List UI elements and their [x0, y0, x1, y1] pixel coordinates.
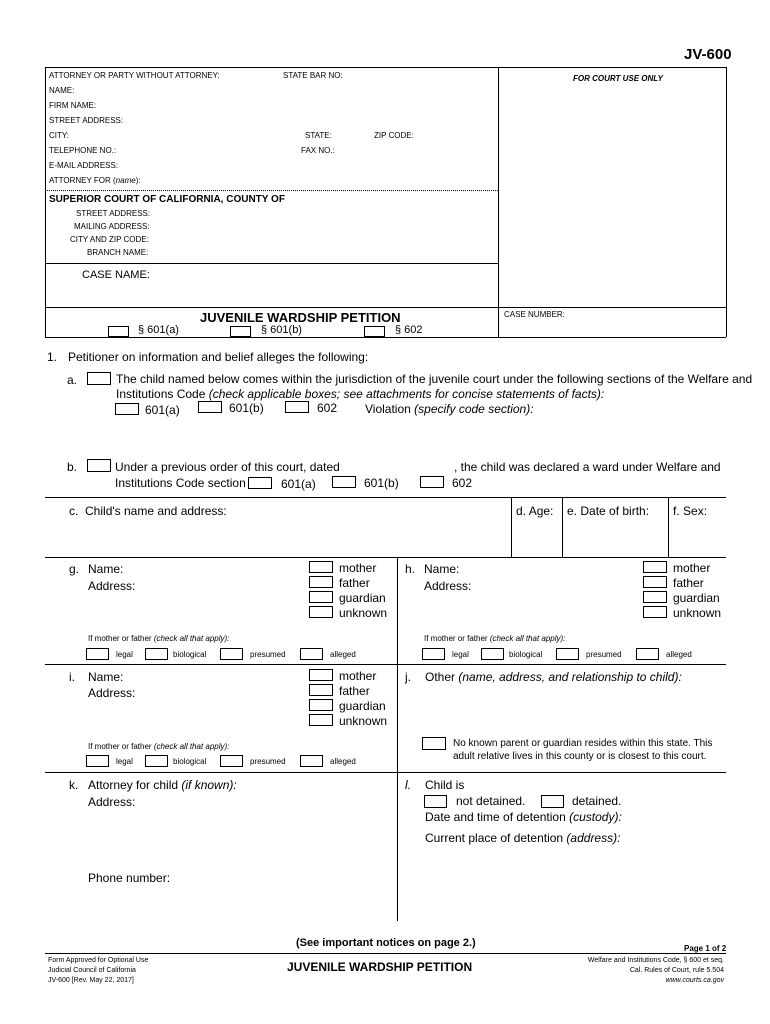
k-address-label: Address: [88, 795, 136, 809]
checkbox-b-601a[interactable] [248, 477, 272, 489]
center-divider [397, 557, 398, 921]
court-city-label: CITY AND ZIP CODE: [70, 235, 149, 244]
footer-right-2: Cal. Rules of Court, rule 5.504 [629, 967, 724, 974]
i-guardian-checkbox[interactable] [309, 699, 333, 711]
no-parent-checkbox[interactable] [422, 737, 446, 750]
header-left-border [45, 67, 46, 337]
h-if-mf [424, 634, 565, 643]
h-biological-checkbox[interactable] [481, 648, 504, 660]
detained-checkbox[interactable] [541, 795, 564, 808]
h-father-label: father [673, 576, 704, 590]
b-602-label: 602 [452, 476, 473, 490]
item-e-text: Date of birth: [580, 504, 650, 518]
item-b-line1: Under a previous order of this court, dated [115, 460, 340, 474]
i-presumed-label: presumed [250, 757, 286, 766]
g-father-checkbox[interactable] [309, 576, 333, 588]
item-g-label: g. [69, 562, 80, 576]
zip-label: ZIP CODE: [374, 131, 414, 140]
attorney-section-divider [45, 190, 498, 191]
court-section-divider [45, 263, 498, 264]
item-c-label: c. [69, 504, 79, 518]
court-branch-label: BRANCH NAME: [87, 248, 149, 257]
h-father-checkbox[interactable] [643, 576, 667, 588]
g-guardian-checkbox[interactable] [309, 591, 333, 603]
item-a-line2-hint: (check applicable boxes; see attachments for concise statements of facts): [208, 387, 605, 401]
d-divider [511, 497, 512, 557]
g-biological-checkbox[interactable] [145, 648, 168, 660]
item-j-text [425, 670, 682, 684]
checkbox-b-602[interactable] [420, 476, 444, 488]
child-is-label: Child is [425, 778, 465, 792]
h-if-mf-hint: (check all that apply): [489, 634, 566, 643]
i-if-mf [88, 742, 229, 751]
i-father-label: father [339, 684, 370, 698]
g-alleged-label: alleged [330, 650, 356, 659]
i-legal-checkbox[interactable] [86, 755, 109, 767]
item-j-label: j. [405, 670, 411, 684]
detained-label: detained. [572, 794, 622, 808]
g-if-mf-text: If mother or father [88, 634, 154, 643]
court-use-label: FOR COURT USE ONLY [573, 74, 663, 83]
g-alleged-checkbox[interactable] [300, 648, 323, 660]
street-address-label: STREET ADDRESS: [49, 116, 124, 125]
attorney-for-label [49, 176, 141, 185]
checkbox-602[interactable] [364, 326, 385, 337]
a-601a-label: 601(a) [145, 403, 180, 417]
a-violation-hint: (specify code section): [414, 402, 534, 416]
detention-date-label [425, 810, 622, 824]
g-address-label: Address: [88, 579, 136, 593]
item-f-label: f. [673, 504, 680, 518]
attorney-for-end: ): [135, 176, 141, 185]
h-presumed-checkbox[interactable] [556, 648, 579, 660]
i-guardian-label: guardian [339, 699, 386, 713]
item-a-line1: The child named below comes within the jurisdiction of the juvenile court under the following sections of the Welfare and [116, 372, 753, 386]
footer-left-1: Form Approved for Optional Use [48, 957, 149, 964]
item-e [567, 504, 649, 518]
h-unknown-label: unknown [673, 606, 722, 620]
g-if-mf-hint: (check all that apply): [153, 634, 230, 643]
option-601a-label: § 601(a) [138, 324, 179, 336]
h-legal-label: legal [452, 650, 469, 659]
item-f-text: Sex: [683, 504, 708, 518]
i-address-label: Address: [88, 686, 136, 700]
row-i-top [45, 664, 726, 665]
k-phone-label: Phone number: [88, 871, 171, 885]
i-if-mf-hint: (check all that apply): [153, 742, 230, 751]
attorney-party-label: ATTORNEY OR PARTY WITHOUT ATTORNEY: [49, 71, 220, 80]
item-k-hint: (if known): [181, 778, 237, 792]
h-legal-checkbox[interactable] [422, 648, 445, 660]
item-l-label: l. [405, 778, 411, 792]
g-father-label: father [339, 576, 370, 590]
footer-right-1: Welfare and Institutions Code, § 600 et seq. [587, 957, 724, 964]
h-guardian-label: guardian [673, 591, 720, 605]
h-address-label: Address: [424, 579, 472, 593]
item-h-label: h. [405, 562, 416, 576]
footer-left-3: JV-600 [Rev. May 22, 2017] [48, 977, 134, 984]
state-bar-label: STATE BAR NO: [283, 71, 343, 80]
case-name-divider [45, 307, 726, 308]
i-alleged-label: alleged [330, 757, 356, 766]
g-presumed-label: presumed [250, 650, 286, 659]
checkbox-601a[interactable] [108, 326, 129, 337]
g-mother-checkbox[interactable] [309, 561, 333, 573]
court-mailing-label: MAILING ADDRESS: [74, 222, 150, 231]
i-unknown-label: unknown [339, 714, 388, 728]
item-j-main: Other [425, 670, 459, 684]
item-1-number: 1. [47, 350, 58, 364]
row-k-top [45, 772, 726, 773]
footer-left-2: Judicial Council of California [48, 967, 136, 974]
h-alleged-checkbox[interactable] [636, 648, 659, 660]
checkbox-item-b[interactable] [87, 459, 111, 472]
option-601b-label: § 601(b) [261, 324, 302, 336]
item-b-line1-right: , the child was declared a ward under Welfare and [454, 460, 721, 474]
h-if-mf-text: If mother or father [424, 634, 490, 643]
g-name-label: Name: [88, 562, 124, 576]
item-i-label: i. [69, 670, 75, 684]
a-602-label: 602 [317, 401, 338, 415]
checkbox-a-601b[interactable] [198, 401, 222, 413]
i-legal-label: legal [116, 757, 133, 766]
court-street-label: STREET ADDRESS: [76, 209, 151, 218]
i-mother-label: mother [339, 669, 377, 683]
h-name-label: Name: [424, 562, 460, 576]
h-alleged-label: alleged [666, 650, 692, 659]
row-c-top [45, 497, 726, 498]
i-unknown-checkbox[interactable] [309, 714, 333, 726]
item-d-label: d. [516, 504, 527, 518]
detention-date-text: Date and time of detention [425, 810, 570, 824]
no-parent-line2: adult relative lives in this county or is closest to this court. [453, 751, 707, 762]
item-a-label: a. [67, 373, 78, 387]
email-label: E-MAIL ADDRESS: [49, 161, 119, 170]
item-k-text [88, 778, 237, 792]
state-label: STATE: [305, 131, 332, 140]
g-guardian-label: guardian [339, 591, 386, 605]
item-a-line2-text: Institutions Code [116, 387, 209, 401]
item-b-line2: Institutions Code section [115, 476, 246, 490]
item-j-hint: (name, address, and relationship to child): [458, 670, 682, 684]
f-divider [668, 497, 669, 557]
g-biological-label: biological [173, 650, 207, 659]
i-alleged-checkbox[interactable] [300, 755, 323, 767]
city-label: CITY: [49, 131, 70, 140]
petition-title: JUVENILE WARDSHIP PETITION [200, 310, 401, 325]
option-602-label: § 602 [395, 324, 423, 336]
item-c-text: Child's name and address: [85, 504, 227, 518]
g-legal-label: legal [116, 650, 133, 659]
h-presumed-label: presumed [586, 650, 622, 659]
h-mother-checkbox[interactable] [643, 561, 667, 573]
i-biological-label: biological [173, 757, 207, 766]
attorney-for-text: ATTORNEY FOR ( [49, 176, 116, 185]
item-c [69, 504, 227, 518]
case-name-label: CASE NAME: [82, 269, 150, 281]
a-violation-text: Violation [365, 402, 415, 416]
row-g-top [45, 557, 726, 558]
footer-title: JUVENILE WARDSHIP PETITION [287, 960, 473, 974]
footer-rule [45, 953, 726, 954]
g-legal-checkbox[interactable] [86, 648, 109, 660]
h-mother-label: mother [673, 561, 711, 575]
no-parent-line1: No known parent or guardian resides within this state. This [453, 738, 713, 749]
g-presumed-checkbox[interactable] [220, 648, 243, 660]
attorney-for-name-hint: name [115, 176, 136, 185]
footer-right-3: www.courts.ca.gov [665, 977, 724, 984]
detention-date-hint: (custody): [569, 810, 622, 824]
h-guardian-checkbox[interactable] [643, 591, 667, 603]
fax-label: FAX NO.: [301, 146, 335, 155]
item-b-label: b. [67, 460, 78, 474]
item-a-line2 [116, 387, 604, 401]
detention-place-hint: (address): [566, 831, 621, 845]
i-name-label: Name: [88, 670, 124, 684]
item-1-text: Petitioner on information and belief alleges the following: [68, 350, 369, 364]
item-d [516, 504, 553, 518]
detention-place-label [425, 831, 620, 845]
case-number-label: CASE NUMBER: [504, 310, 565, 319]
detention-place-text: Current place of detention [425, 831, 567, 845]
header-mid-divider [498, 67, 499, 337]
checkbox-b-601b[interactable] [332, 476, 356, 488]
g-if-mf [88, 634, 229, 643]
h-biological-label: biological [509, 650, 543, 659]
i-mother-checkbox[interactable] [309, 669, 333, 681]
court-title: SUPERIOR COURT OF CALIFORNIA, COUNTY OF [49, 194, 285, 205]
g-mother-label: mother [339, 561, 377, 575]
header-top-border [45, 67, 726, 68]
header-right-border [726, 67, 727, 337]
item-k-label: k. [69, 778, 79, 792]
g-unknown-checkbox[interactable] [309, 606, 333, 618]
header-bottom-border [45, 337, 726, 338]
item-f [673, 504, 707, 518]
telephone-label: TELEPHONE NO.: [49, 146, 117, 155]
page-number: Page 1 of 2 [684, 944, 727, 953]
a-violation-label [365, 402, 534, 416]
i-father-checkbox[interactable] [309, 684, 333, 696]
h-unknown-checkbox[interactable] [643, 606, 667, 618]
form-id: JV-600 [684, 46, 732, 63]
a-601b-label: 601(b) [229, 401, 264, 415]
g-unknown-label: unknown [339, 606, 388, 620]
not-detained-checkbox[interactable] [424, 795, 447, 808]
checkbox-601b[interactable] [230, 326, 251, 337]
firm-name-label: FIRM NAME: [49, 101, 97, 110]
not-detained-label: not detained. [456, 794, 526, 808]
item-d-text: Age: [528, 504, 554, 518]
b-601a-label: 601(a) [281, 477, 316, 491]
item-e-label: e. [567, 504, 578, 518]
i-if-mf-text: If mother or father [88, 742, 154, 751]
b-601b-label: 601(b) [364, 476, 399, 490]
i-biological-checkbox[interactable] [145, 755, 168, 767]
attorney-name-label: NAME: [49, 86, 75, 95]
important-notices: (See important notices on page 2.) [296, 937, 476, 949]
checkbox-item-a[interactable] [87, 372, 111, 385]
i-presumed-checkbox[interactable] [220, 755, 243, 767]
e-divider [562, 497, 563, 557]
checkbox-a-601a[interactable] [115, 403, 139, 415]
item-k-main: Attorney for child [88, 778, 182, 792]
checkbox-a-602[interactable] [285, 401, 309, 413]
